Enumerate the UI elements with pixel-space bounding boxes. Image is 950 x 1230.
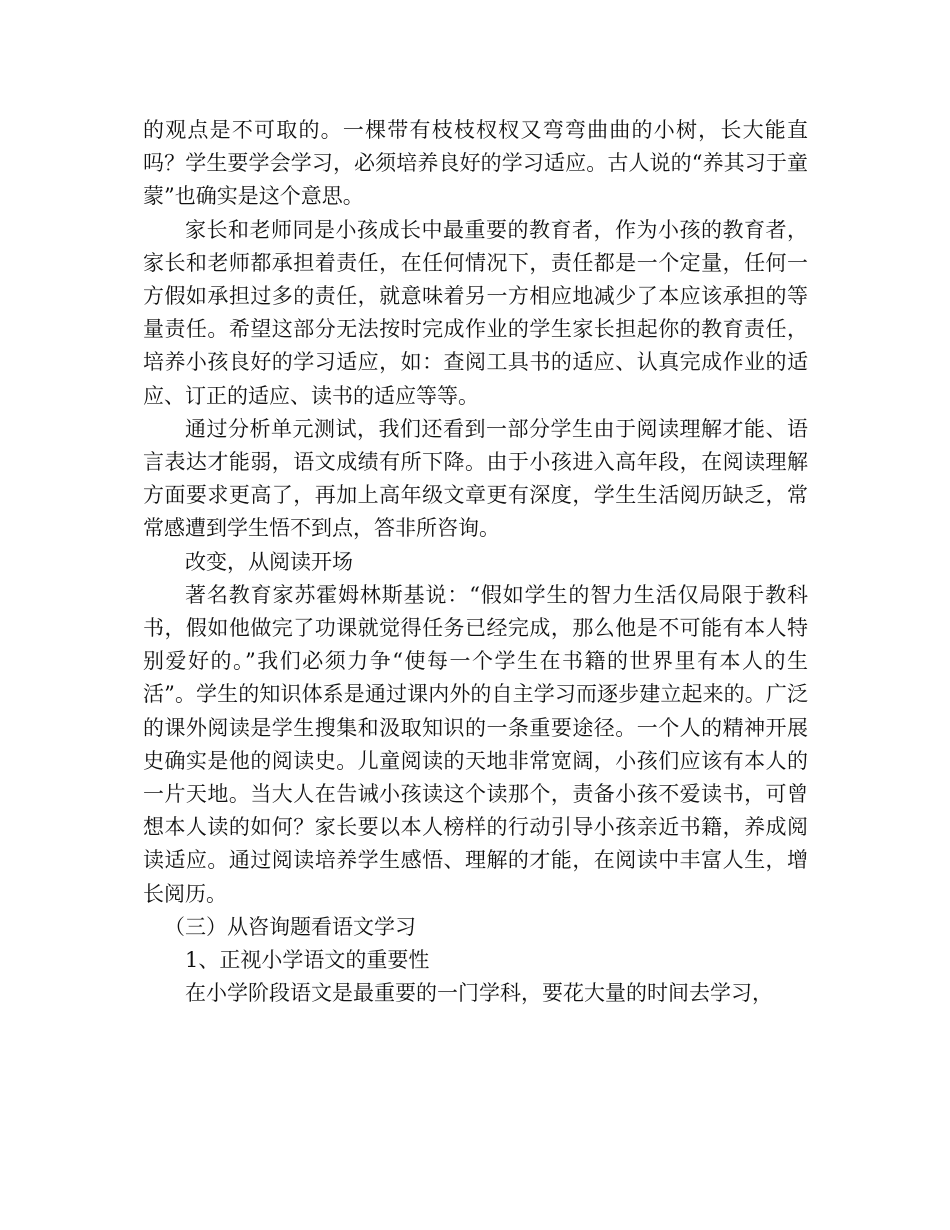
section-heading-three: （三）从咨询题看语文学习 [164, 914, 416, 939]
document-page [143, 114, 808, 1010]
paragraph-continuation: 的观点是不可取的。一棵带有枝枝杈杈又弯弯曲曲的小树，长大能直吗？学生要学会学习，必须培养良好的学习适应。古人说的“养其习于童蒙”也确实是这个意思。 [143, 118, 808, 209]
paragraph-sukhomlinsky-quote: 著名教育家苏霍姆林斯基说：“假如学生的智力生活仅局限于教科书，假如他做完了功课就觉得任务已经完成，那么他是不可能有本人特别爱好的。”我们必须力争“使每一个学生在书籍的世界里有本人的生活”。学生的知识体系是通过课内外的自主学习而逐步建立起来的。广泛的课外阅读是学生搜集和汲取知识的一条重要途径。一个人的精神开展史确实是他的阅读史。儿童阅读的天地非常宽阔，小孩们应该有本人的一片天地。当大人在告诫小孩读这个读那个，责备小孩不爱读书，可曾想本人读的如何？家长要以本人榜样的行动引导小孩亲近书籍，养成阅读适应。通过阅读培养学生感悟、理解的才能，在阅读中丰富人生，增长阅历。 [143, 582, 808, 906]
paragraph-parents-teachers-responsibility: 家长和老师同是小孩成长中最重要的教育者，作为小孩的教育者，家长和老师都承担着责任，在任何情况下，责任都是一个定量，任何一方假如承担过多的责任，就意味着另一方相应地减少了本应该承担的等量责任。希望这部分无法按时完成作业的学生家长担起你的教育责任，培养小孩良好的学习适应，如：查阅工具书的适应、认真完成作业的适应、订正的适应、读书的适应等等。 [143, 217, 808, 408]
section-subtitle-reading: 改变，从阅读开场 [185, 549, 353, 574]
subsection-heading-one: 1、正视小学语文的重要性 [185, 948, 430, 973]
paragraph-chinese-importance: 在小学阶段语文是最重要的一门学科，要花大量的时间去学习， [185, 981, 773, 1006]
paragraph-unit-test-analysis: 通过分析单元测试，我们还看到一部分学生由于阅读理解才能、语言表达才能弱，语文成绩有所下降。由于小孩进入高年段，在阅读理解方面要求更高了，再加上高年级文章更有深度，学生生活阅历缺乏，常常感遭到学生悟不到点，答非所咨询。 [143, 416, 808, 541]
